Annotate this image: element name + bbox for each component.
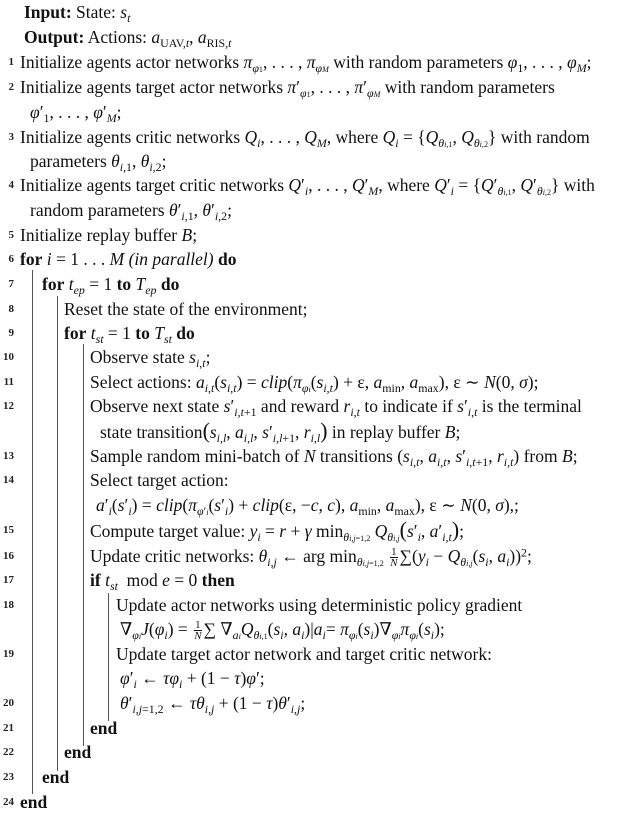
line-number: 17 xyxy=(3,574,14,586)
line-number: 9 xyxy=(8,327,14,339)
line-number: 16 xyxy=(3,550,14,562)
indent-guide-for-tst xyxy=(83,344,84,746)
line-number: 18 xyxy=(3,599,14,611)
indent-guide-for-i xyxy=(32,270,33,794)
line-number: 19 xyxy=(3,648,14,660)
line-number: 12 xyxy=(3,400,14,412)
line-number: 14 xyxy=(3,474,14,486)
line-number: 10 xyxy=(3,351,14,363)
line-number: 23 xyxy=(3,771,14,783)
line-number: 2 xyxy=(8,81,14,93)
line-number: 15 xyxy=(3,524,14,536)
line-number: 5 xyxy=(8,229,14,241)
line-number: 13 xyxy=(3,450,14,462)
line-number: 11 xyxy=(3,376,14,388)
line-number: 3 xyxy=(8,131,14,143)
line-number: 22 xyxy=(3,746,14,758)
line-number: 1 xyxy=(8,56,14,68)
line-number: 6 xyxy=(8,253,14,265)
indent-guide-if xyxy=(108,593,109,721)
line-number: 4 xyxy=(8,179,14,191)
line-number: 20 xyxy=(3,697,14,709)
input-label: Input: xyxy=(24,2,72,22)
line-number: 7 xyxy=(8,278,14,290)
indent-guide-for-tep xyxy=(57,296,58,771)
line-number: 24 xyxy=(3,796,14,808)
output-label: Output: xyxy=(24,27,85,47)
line-number: 21 xyxy=(3,722,14,734)
line-number: 8 xyxy=(8,303,14,315)
